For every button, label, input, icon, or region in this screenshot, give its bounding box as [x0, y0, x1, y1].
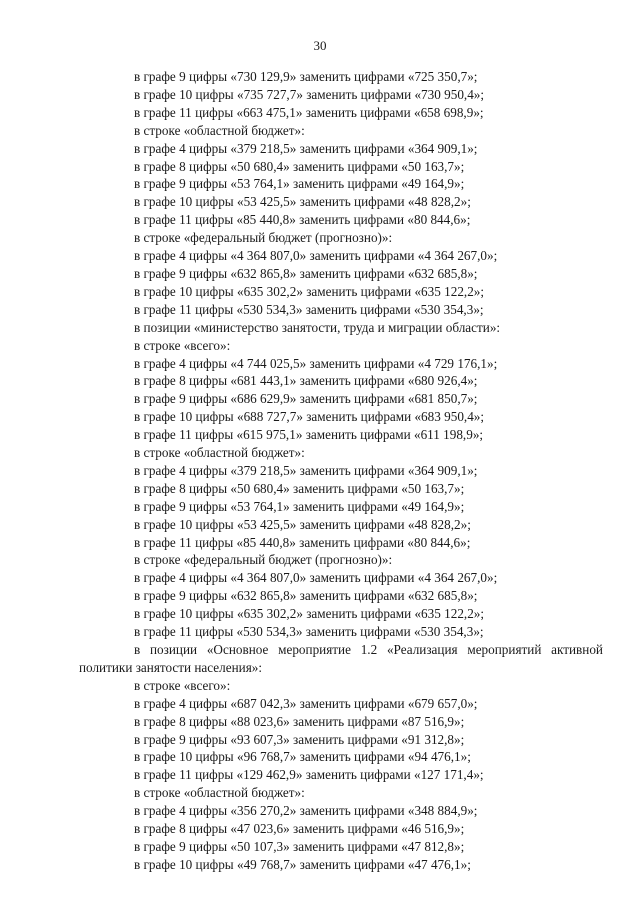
text-line: в графе 10 цифры «635 302,2» заменить цифрами «635 122,2»; [134, 606, 485, 622]
text-line: в графе 10 цифры «635 302,2» заменить цифрами «635 122,2»; [134, 283, 485, 299]
text-line: в строке «областной бюджет»: [134, 445, 305, 461]
text-line: в графе 4 цифры «379 218,5» заменить цифрами «364 909,1»; [134, 140, 478, 156]
text-line: в графе 10 цифры «49 768,7» заменить цифрами «47 476,1»; [134, 856, 471, 872]
text-line: в графе 11 цифры «530 534,3» заменить цифрами «530 354,3»; [134, 301, 484, 317]
text-line: в графе 11 цифры «85 440,8» заменить цифрами «80 844,6»; [134, 212, 471, 228]
text-line: в строке «всего»: [134, 677, 231, 693]
text-line: в графе 11 цифры «530 534,3» заменить цифрами «530 354,3»; [134, 624, 484, 640]
text-line: в графе 9 цифры «686 629,9» заменить цифрами «681 850,7»; [134, 391, 478, 407]
text-line: в графе 9 цифры «632 865,8» заменить цифрами «632 685,8»; [134, 588, 478, 604]
text-line: в строке «областной бюджет»: [134, 122, 305, 138]
document-body [79, 68, 603, 874]
text-line: в графе 4 цифры «4 364 807,0» заменить цифрами «4 364 267,0»; [134, 570, 498, 586]
text-line: в графе 8 цифры «47 023,6» заменить цифрами «46 516,9»; [134, 821, 465, 837]
text-line: в графе 8 цифры «50 680,4» заменить цифрами «50 163,7»; [134, 158, 465, 174]
text-line: в графе 8 цифры «681 443,1» заменить цифрами «680 926,4»; [134, 373, 478, 389]
text-line: в графе 10 цифры «53 425,5» заменить цифрами «48 828,2»; [134, 516, 471, 532]
text-line: в строке «федеральный бюджет (прогнозно)»: [134, 552, 393, 568]
text-line: в графе 4 цифры «4 364 807,0» заменить цифрами «4 364 267,0»; [134, 248, 498, 264]
text-line: в графе 10 цифры «53 425,5» заменить цифрами «48 828,2»; [134, 194, 471, 210]
text-line: в строке «федеральный бюджет (прогнозно)»: [134, 230, 393, 246]
text-line: в графе 4 цифры «687 042,3» заменить цифрами «679 657,0»; [134, 695, 478, 711]
text-line: в графе 9 цифры «93 607,3» заменить цифрами «91 312,8»; [134, 731, 465, 747]
text-line: в строке «областной бюджет»: [134, 785, 305, 801]
text-line: в графе 8 цифры «50 680,4» заменить цифрами «50 163,7»; [134, 480, 465, 496]
text-line: в графе 9 цифры «53 764,1» заменить цифрами «49 164,9»; [134, 498, 465, 514]
text-line: в графе 11 цифры «85 440,8» заменить цифрами «80 844,6»; [134, 534, 471, 550]
text-line: в графе 10 цифры «96 768,7» заменить цифрами «94 476,1»; [134, 749, 471, 765]
text-line: в графе 4 цифры «4 744 025,5» заменить цифрами «4 729 176,1»; [134, 355, 498, 371]
text-line: в графе 10 цифры «688 727,7» заменить цифрами «683 950,4»; [134, 409, 485, 425]
text-line: в графе 11 цифры «663 475,1» заменить цифрами «658 698,9»; [134, 104, 484, 120]
text-line: в графе 8 цифры «88 023,6» заменить цифрами «87 516,9»; [134, 713, 465, 729]
text-line: в позиции «министерство занятости, труда и миграции области»: [134, 319, 501, 335]
text-line: в графе 9 цифры «50 107,3» заменить цифрами «47 812,8»; [134, 838, 465, 854]
text-line: в графе 11 цифры «615 975,1» заменить цифрами «611 198,9»; [134, 427, 484, 443]
text-line: в графе 9 цифры «53 764,1» заменить цифрами «49 164,9»; [134, 176, 465, 192]
text-line: в графе 11 цифры «129 462,9» заменить цифрами «127 171,4»; [134, 767, 484, 783]
text-line: в строке «всего»: [134, 337, 231, 353]
text-line: политики занятости населения»: [79, 659, 263, 675]
page-number: 30 [313, 38, 327, 53]
text-line: в графе 9 цифры «632 865,8» заменить цифрами «632 685,8»; [134, 265, 478, 281]
text-line: в графе 9 цифры «730 129,9» заменить цифрами «725 350,7»; [134, 69, 478, 84]
text-line: в графе 10 цифры «735 727,7» заменить цифрами «730 950,4»; [134, 86, 485, 102]
text-line: в графе 4 цифры «379 218,5» заменить цифрами «364 909,1»; [134, 462, 478, 478]
text-line: в графе 4 цифры «356 270,2» заменить цифрами «348 884,9»; [134, 803, 478, 819]
text-line: в позиции «Основное мероприятие 1.2 «Реализация мероприятий активной [134, 642, 603, 657]
